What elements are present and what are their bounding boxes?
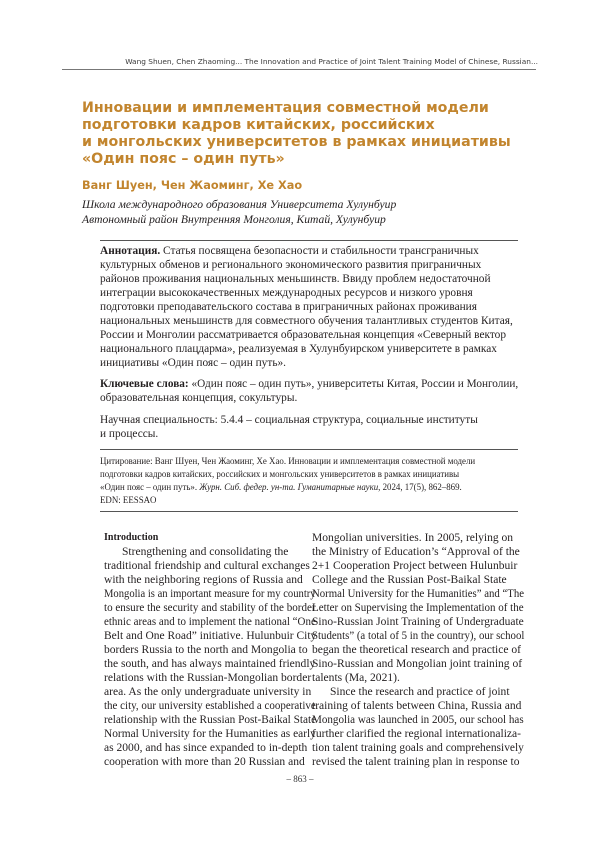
body-line: Students” (a total of 5 in the country), our school xyxy=(312,630,525,642)
keywords-label: Ключевые слова: xyxy=(100,378,189,390)
journal-name: Журн. Сиб. федер. ун-та. Гуманитарные науки, xyxy=(199,482,381,492)
body-line: Normal University for the Humanities as early xyxy=(104,728,316,740)
body-line: Belt and One Road” initiative. Hulunbuir City xyxy=(104,630,317,642)
body-line: as 2000, and has since expanded to in-depth xyxy=(104,742,308,754)
abstract-line: национального плацдарма», реализуемая в Хулунбуирском университете в рамках xyxy=(100,343,497,355)
title-line: и монгольских университетов в рамках инициативы xyxy=(82,134,511,150)
body-line: Mongolia was launched in 2005, our school has xyxy=(312,714,524,726)
abstract-line: районов проживания национальных меньшинств. Ввиду проблем недостаточной xyxy=(100,273,491,285)
body-line: the Ministry of Education’s “Approval of the xyxy=(312,546,520,558)
abstract-line: России и Монголии рассматривается образовательная концепция «Северный вектор xyxy=(100,329,506,341)
keywords-text: «Один пояс – один путь», университеты Китая, России и Монголии, xyxy=(188,378,519,390)
body-line: borders Russia to the north and Mongolia to xyxy=(104,644,308,656)
page-number: – 863 – xyxy=(286,774,314,784)
authors: Ванг Шуен, Чен Жаоминг, Хе Хао xyxy=(82,179,303,192)
title-line: «Один пояс – один путь» xyxy=(82,151,285,167)
citation-text: 2024, 17(5), 862–869. xyxy=(380,482,462,492)
citation-bottom-rule xyxy=(100,511,518,512)
body-line: cooperation with more than 20 Russian and xyxy=(104,756,305,768)
section-heading: Introduction xyxy=(104,532,159,543)
body-line: 2+1 Cooperation Project between Hulunbuir xyxy=(312,560,518,572)
title-line: подготовки кадров китайских, российских xyxy=(82,117,435,133)
title-line: Инновации и имплементация совместной модели xyxy=(82,100,489,116)
abstract-line: культурных обменов и регионального экономического развития приграничных xyxy=(100,259,482,271)
body-line: Normal University for the Humanities” and “The xyxy=(312,588,525,600)
body-line: Sino-Russian Joint Training of Undergraduate xyxy=(312,616,524,628)
abstract-top-rule xyxy=(100,240,518,241)
body-line: Mongolia is an important measure for my country xyxy=(104,588,316,600)
body-line: traditional friendship and cultural exchanges xyxy=(104,560,310,572)
running-head: Wang Shuen, Chen Zhaoming... The Innovation and Practice of Joint Talent Training Model of Chinese, Russian... xyxy=(125,57,538,66)
affiliation-line: Автономный район Внутренняя Монголия, Китай, Хулунбуир xyxy=(82,213,386,226)
abstract-line: интеграции высококачественных международных ресурсов и низкого уровня xyxy=(100,287,473,299)
body-line: relationship with the Russian Post-Baikal State xyxy=(104,714,317,726)
body-line: began the theoretical research and practice of xyxy=(312,644,522,656)
body-line: Strengthening and consolidating the xyxy=(122,546,289,558)
body-line: training of talents between China, Russia and xyxy=(312,700,522,712)
abstract-line: подготовки преподавательского состава в приграничных районах проживания xyxy=(100,301,477,313)
edn-line: EDN: EESSAO xyxy=(100,495,157,505)
specialty-line: и процессы. xyxy=(100,428,159,440)
body-line: the south, and has always maintained friendly xyxy=(104,658,316,670)
citation-line xyxy=(100,482,462,493)
keywords-line xyxy=(100,377,518,391)
body-line: Sino-Russian and Mongolian joint training of xyxy=(312,658,523,670)
keywords-line: образовательная концепция, сокультуры. xyxy=(100,392,298,404)
body-line: revised the talent training plan in response to xyxy=(312,756,520,768)
body-line: talents (Ma, 2021). xyxy=(312,672,400,684)
body-line: area. As the only undergraduate university in xyxy=(104,686,312,698)
body-line: Mongolian universities. In 2005, relying on xyxy=(312,532,514,544)
body-line: ethnic areas and to implement the national “One xyxy=(104,616,316,628)
abstract-label: Аннотация. xyxy=(100,245,161,257)
citation-top-rule xyxy=(100,449,518,450)
body-line: Since the research and practice of joint xyxy=(330,686,510,698)
body-line: relations with the Russian-Mongolian border xyxy=(104,672,312,684)
abstract-line xyxy=(100,244,479,258)
article-title xyxy=(82,100,511,168)
citation-line: Цитирование: Ванг Шуен, Чен Жаоминг, Хе Хао. Инновации и имплементация совместной модели xyxy=(100,456,476,466)
body-line: to ensure the security and stability of the border xyxy=(104,602,316,614)
body-line: the city, our university established a cooperative xyxy=(104,700,316,712)
citation-text: «Один пояс – один путь». xyxy=(100,482,200,492)
body-line: further clarified the regional internationaliza- xyxy=(312,728,522,740)
abstract-line: инициативы «Один пояс – один путь». xyxy=(100,357,286,369)
body-line: College and the Russian Post-Baikal State xyxy=(312,574,507,586)
abstract-line: национальных меньшинств для совместного обучения талантливых студентов Китая, xyxy=(100,315,513,327)
citation-line: подготовки кадров китайских, российских и монгольских университетов в рамках инициативы xyxy=(100,469,460,479)
abstract-text: Статья посвящена безопасности и стабильности трансграничных xyxy=(160,245,479,257)
body-line: with the neighboring regions of Russia and xyxy=(104,574,303,586)
specialty-line: Научная специальность: 5.4.4 – социальная структура, социальные институты xyxy=(100,414,478,426)
header-rule xyxy=(62,69,536,70)
affiliation-line: Школа международного образования Университета Хулунбуир xyxy=(82,198,397,211)
body-line: Letter on Supervising the Implementation of the xyxy=(312,602,524,614)
body-line: tion talent training goals and comprehensively xyxy=(312,742,524,754)
